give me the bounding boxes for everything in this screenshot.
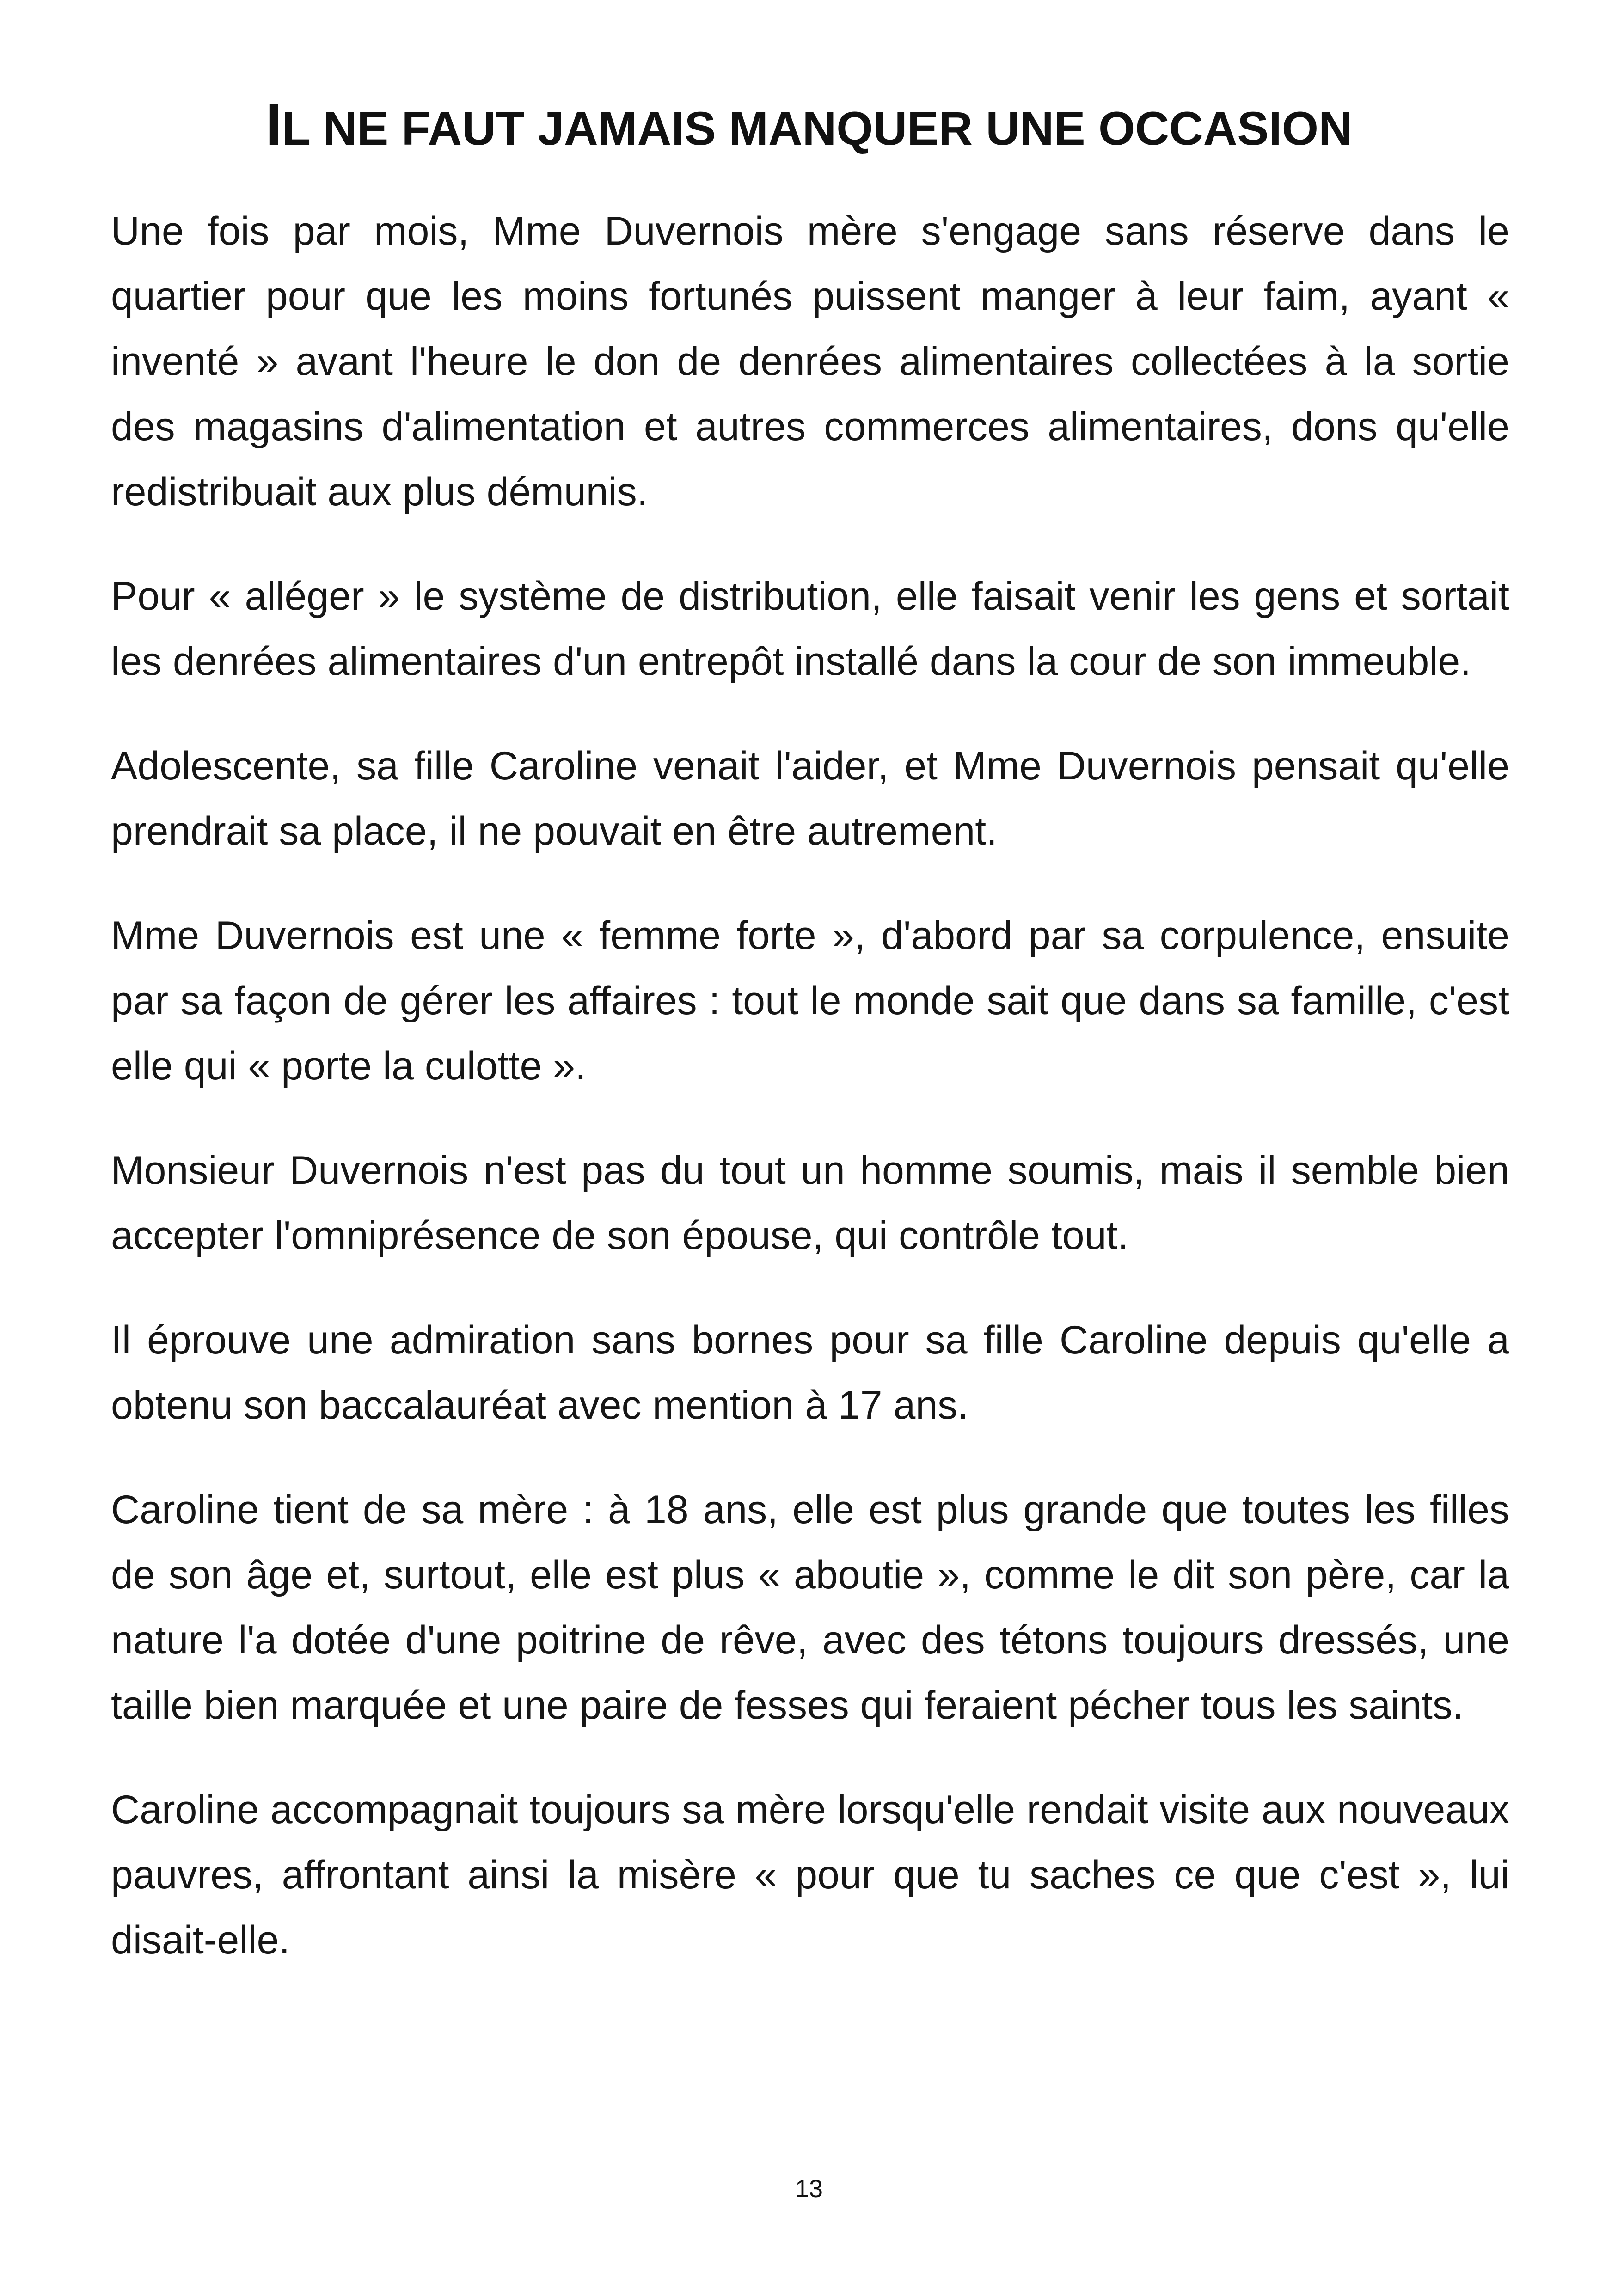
- paragraph-4: Mme Duvernois est une « femme forte », d'abord par sa corpulence, ensuite par sa façon de gérer les affaires : tout le monde sait que dans sa famille, c'est elle qui « porte la culotte ».: [111, 913, 1509, 1088]
- paragraph-2: Pour « alléger » le système de distribution, elle faisait venir les gens et sortait les denrées alimentaires d'un entrepôt installé dans la cour de son immeuble.: [111, 574, 1509, 684]
- paragraph-7: Caroline tient de sa mère : à 18 ans, elle est plus grande que toutes les filles de son âge et, surtout, elle est plus « aboutie », comme le dit son père, car la nature l'a dotée d'une poitrine de rêve, avec des tétons toujours dressés, une taille bien marquée et une paire de fesses qui feraient pécher tous les saints.: [111, 1488, 1509, 1727]
- body-text: [111, 199, 1509, 2012]
- paragraph-6: Il éprouve une admiration sans bornes pour sa fille Caroline depuis qu'elle a obtenu son baccalauréat avec mention à 17 ans.: [111, 1318, 1509, 1427]
- paragraph-3: Adolescente, sa fille Caroline venait l'aider, et Mme Duvernois pensait qu'elle prendrait sa place, il ne pouvait en être autrement.: [111, 744, 1509, 853]
- chapter-title: [111, 88, 1507, 165]
- title-initial-letter: I: [265, 92, 282, 158]
- title-small-caps: L NE FAUT JAMAIS MANQUER UNE OCCASION: [282, 102, 1353, 155]
- paragraph-5: Monsieur Duvernois n'est pas du tout un homme soumis, mais il semble bien accepter l'omniprésence de son épouse, qui contrôle tout.: [111, 1148, 1509, 1258]
- paragraph-8: Caroline accompagnait toujours sa mère lorsqu'elle rendait visite aux nouveaux pauvres, affrontant ainsi la misère « pour que tu saches ce que c'est », lui disait-elle.: [111, 1788, 1509, 1962]
- paragraph-1: Une fois par mois, Mme Duvernois mère s'engage sans réserve dans le quartier pour que les moins fortunés puissent manger à leur faim, ayant « inventé » avant l'heure le don de denrées alimentaires collectées à la sortie des magasins d'alimentation et autres commerces alimentaires, dons qu'elle redistribuait aux plus démunis.: [111, 209, 1509, 514]
- page-number: 13: [795, 2175, 823, 2203]
